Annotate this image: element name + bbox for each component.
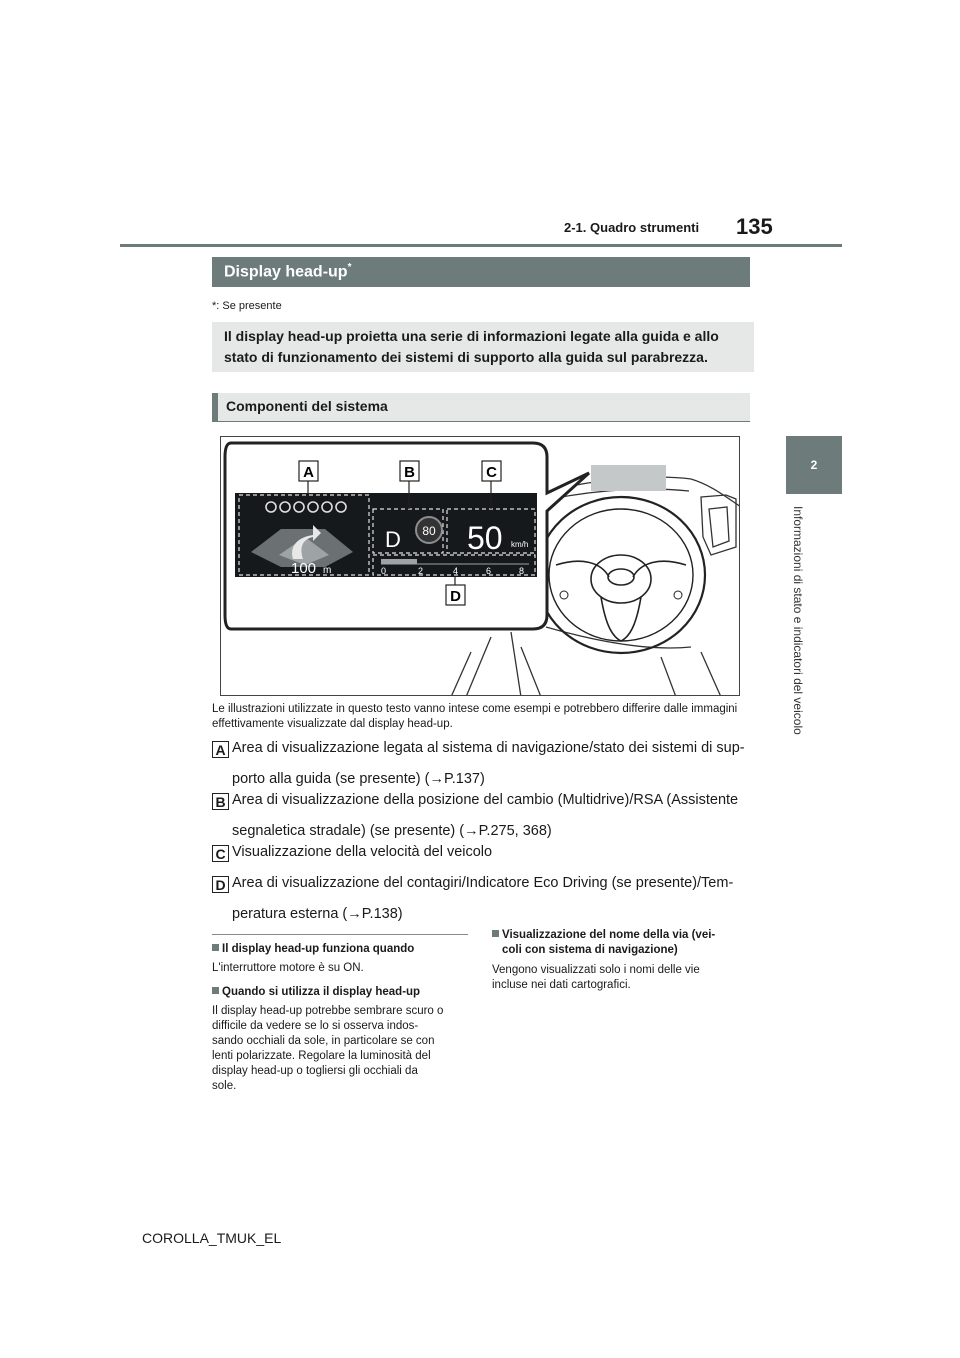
chapter-number: 2 bbox=[810, 458, 818, 472]
note-heading-text: Quando si utilizza il display head-up bbox=[222, 986, 421, 998]
chapter-tab bbox=[786, 436, 842, 494]
chapter-title-text: Informazioni di stato e indicatori del veicolo bbox=[791, 506, 805, 735]
note-body bbox=[212, 1004, 443, 1094]
note-heading bbox=[492, 928, 715, 958]
item-d-line1: Area di visualizzazione del contagiri/Indicatore Eco Driving (se presente)/Tem- bbox=[232, 875, 734, 891]
item-d-text bbox=[232, 871, 752, 927]
label-a: A bbox=[303, 464, 314, 481]
tachometer-bar bbox=[381, 559, 417, 564]
item-b-line2: segnaletica stradale) (se presente) (→P.275, 368) bbox=[232, 823, 552, 839]
tacho-tick: 8 bbox=[519, 566, 525, 576]
head-up-display-illustration bbox=[220, 436, 740, 696]
intro-text: Il display head-up proietta una serie di informazioni legate alla guida e allo stato di funzionamento dei sistemi di supporto alla guida sul parabrezza. bbox=[224, 328, 719, 365]
speed-unit: km/h bbox=[511, 540, 529, 549]
item-key-c: C bbox=[212, 845, 229, 862]
gear-indicator: D bbox=[385, 527, 401, 552]
note-bullet-icon bbox=[212, 987, 219, 994]
distance-unit: m bbox=[323, 565, 332, 576]
steering-wheel bbox=[537, 497, 705, 653]
note-line: sole. bbox=[212, 1080, 237, 1092]
label-b: B bbox=[404, 464, 415, 481]
note-line: lenti polarizzate. Regolare la luminosità del bbox=[212, 1050, 431, 1062]
note-line: sando occhiali da sole, in particolare se con bbox=[212, 1035, 435, 1047]
tacho-tick: 2 bbox=[418, 566, 424, 576]
label-c: C bbox=[486, 464, 497, 481]
note-bullet-icon bbox=[492, 930, 499, 937]
speed-limit-value: 80 bbox=[422, 524, 436, 538]
subheading-rule bbox=[212, 421, 750, 422]
subheading: Componenti del sistema bbox=[226, 398, 388, 414]
item-d-line2: peratura esterna (→P.138) bbox=[232, 906, 403, 922]
note-body bbox=[212, 961, 364, 976]
note-line: display head-up o togliersi gli occhiali da bbox=[212, 1065, 418, 1077]
note-line: Il display head-up potrebbe sembrare scuro o bbox=[212, 1005, 444, 1017]
title-asterisk: * bbox=[347, 262, 352, 273]
footnote: *: Se presente bbox=[212, 300, 282, 312]
note-heading bbox=[212, 942, 414, 957]
section-title: 2-1. Quadro strumenti bbox=[564, 220, 700, 235]
item-key-d: D bbox=[212, 876, 229, 893]
tacho-tick: 6 bbox=[486, 566, 492, 576]
item-c-line1: Visualizzazione della velocità del veicolo bbox=[232, 844, 493, 860]
item-key-a: A bbox=[212, 741, 229, 758]
label-d: D bbox=[450, 588, 461, 605]
subheading-accent bbox=[212, 393, 218, 421]
note-line: Vengono visualizzati solo i nomi delle vie bbox=[492, 964, 700, 976]
item-b-line1: Area di visualizzazione della posizione del cambio (Multidrive)/RSA (Assistente bbox=[232, 792, 739, 808]
projection-area bbox=[591, 465, 666, 491]
item-a-text bbox=[232, 736, 752, 792]
note-line: incluse nei dati cartografici. bbox=[492, 979, 631, 991]
illustration-svg bbox=[221, 437, 740, 696]
item-a-line1: Area di visualizzazione legata al sistema di navigazione/stato dei sistemi di sup- bbox=[232, 740, 745, 756]
note-line: difficile da vedere se lo si osserva indos- bbox=[212, 1020, 419, 1032]
notes-rule bbox=[212, 934, 468, 935]
note-line: L'interruttore motore è su ON. bbox=[212, 962, 364, 974]
note-body bbox=[492, 963, 700, 993]
page-number: 135 bbox=[736, 214, 773, 239]
header-rule bbox=[120, 244, 842, 247]
page-title bbox=[224, 262, 351, 281]
note-heading-text: Visualizzazione del nome della via (vei- bbox=[502, 929, 716, 941]
note-heading-text: coli con sistema di navigazione) bbox=[502, 944, 678, 956]
distance-value: 100 bbox=[291, 560, 317, 577]
illustration-caption: Le illustrazioni utilizzate in questo testo vanno intese come esempi e potrebbero differire dalle immagini effettivamente visualizzate dal display head-up. bbox=[212, 703, 738, 730]
note-bullet-icon bbox=[212, 944, 219, 951]
page-title-text: Display head-up bbox=[224, 263, 348, 281]
tacho-tick: 0 bbox=[381, 566, 387, 576]
tacho-tick: 4 bbox=[453, 566, 459, 576]
note-heading-text: Il display head-up funziona quando bbox=[222, 943, 415, 955]
note-heading bbox=[212, 985, 420, 1000]
item-c-text bbox=[232, 840, 752, 865]
item-b-text bbox=[232, 788, 752, 844]
footer-model-code: COROLLA_TMUK_EL bbox=[142, 1230, 282, 1246]
speed-value: 50 bbox=[467, 520, 503, 556]
item-a-line2: porto alla guida (se presente) (→P.137) bbox=[232, 771, 485, 787]
chapter-title bbox=[784, 506, 812, 768]
item-key-b: B bbox=[212, 793, 229, 810]
